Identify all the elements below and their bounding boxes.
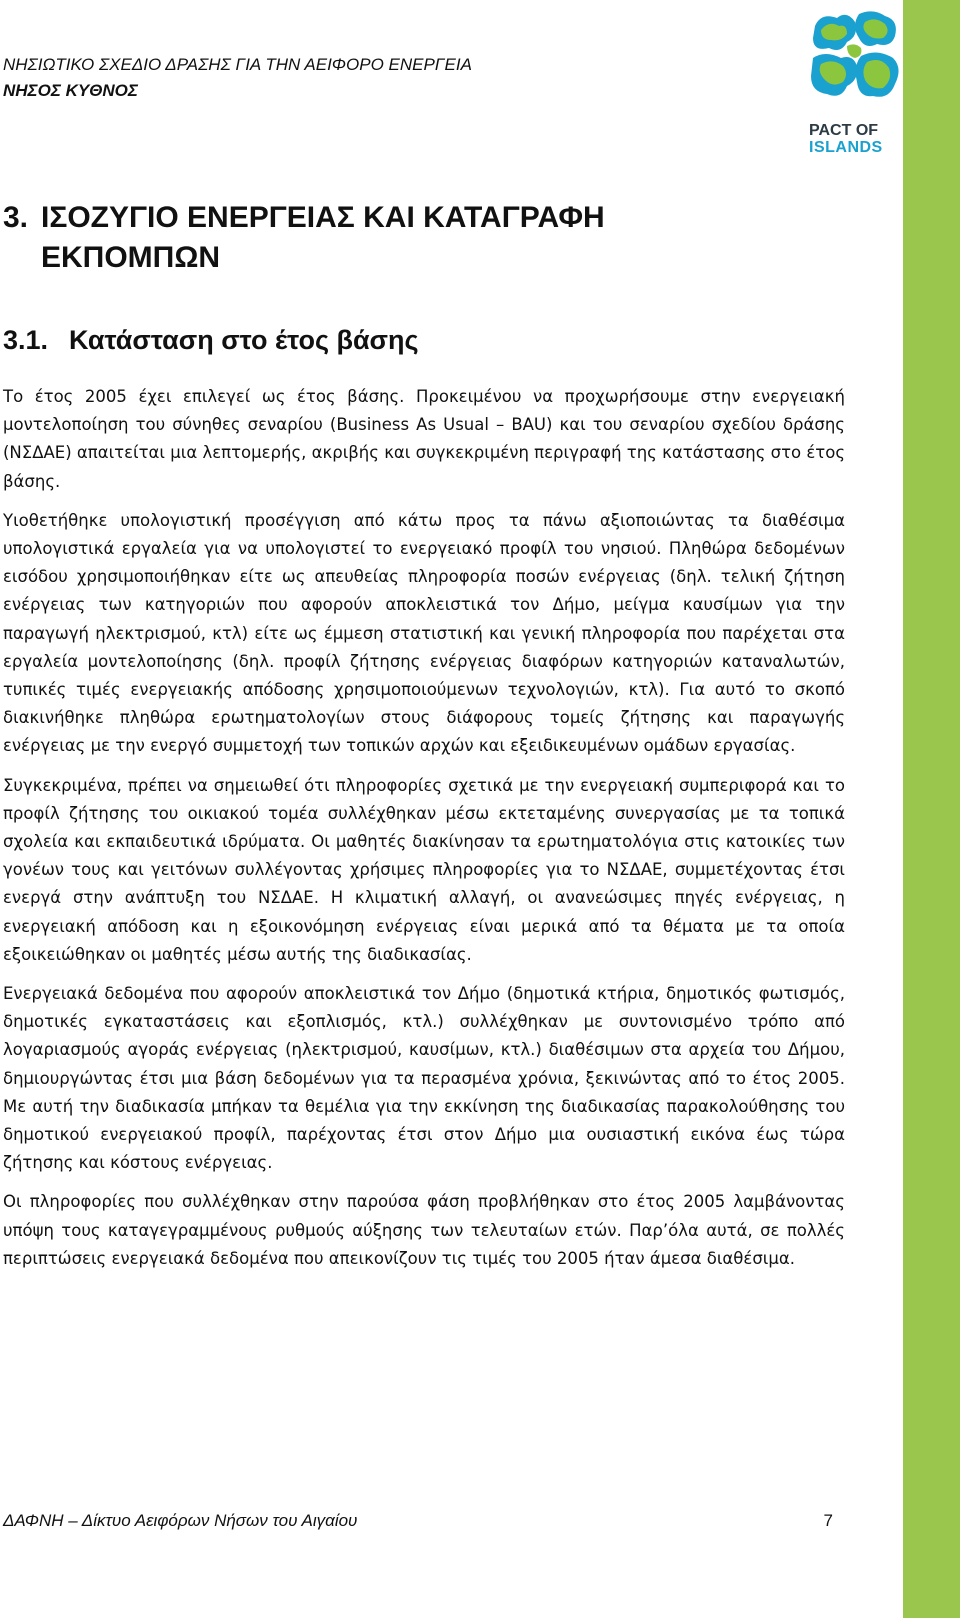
side-accent-strip [903,0,960,1618]
islands-logo-icon [807,8,903,118]
header-title: ΝΗΣΙΩΤΙΚΟ ΣΧΕΔΙΟ ΔΡΑΣΗΣ ΓΙΑ ΤΗΝ ΑΕΙΦΟΡΟ ΕΝΕΡΓΕΙΑ [3,55,472,74]
page-header [3,52,472,104]
section-heading [3,198,703,278]
logo-line2: ISLANDS [809,139,883,156]
body-text [3,383,845,1284]
section-number: 3. [3,201,29,234]
paragraph: Οι πληροφορίες που συλλέχθηκαν στην παρούσα φάση προβλήθηκαν στο έτος 2005 λαμβάνοντας υπόψη τους καταγεγραμμένους ρυθμούς αύξησης των τελευταίων ετών. Παρ’όλα αυτά, σε πολλές περιπτώσεις ενεργειακά δεδομένα που απεικονίζουν τις τιμές του 2005 ήταν άμεσα διαθέσιμα. [3,1192,845,1268]
subsection-heading [3,323,419,357]
paragraph: Ενεργειακά δεδομένα που αφορούν αποκλειστικά τον Δήμο (δημοτικά κτήρια, δημοτικός φωτισμός, δημοτικές εγκαταστάσεις και εξοπλισμός, κτλ.) συλλέχθηκαν με συντονισμένο τρόπο από λογαριασμούς αγοράς ενέργειας (ηλεκτρισμού, καυσίμων, κτλ.) διαθέσιμων στα αρχεία του Δήμου, δημιουργώντας έτσι μια βάση δεδομένων για τα περασμένα χρόνια, ξεκινώντας από το έτος 2005. Με αυτή την διαδικασία μπήκαν τα θεμέλια για την εκκίνηση της διαδικασίας παρακολούθησης του δημοτικού ενεργειακού προφίλ, παρέχοντας έτσι στον Δήμο μια ουσιαστική εικόνα έως τώρα ζήτησης και κόστους ενέργειας. [3,984,845,1173]
subsection-title: Κατάσταση στο έτος βάσης [69,325,419,355]
section-title-line1: ΙΣΟΖΥΓΙΟ ΕΝΕΡΓΕΙΑΣ ΚΑΙ ΚΑΤΑΓΡΑΦΗ [41,201,605,234]
footer-text: ΔΑΦΝΗ – Δίκτυο Αειφόρων Νήσων του Αιγαίου [3,1511,358,1530]
header-subtitle: ΝΗΣΟΣ ΚΥΘΝΟΣ [3,81,138,100]
section-title-line2: ΕΚΠΟΜΠΩΝ [41,241,221,274]
logo-line1: PACT OF [809,122,879,139]
page-number: 7 [823,1511,833,1530]
paragraph: Υιοθετήθηκε υπολογιστική προσέγγιση από κάτω προς τα πάνω αξιοποιώντας τα διαθέσιμα υπολογιστικά εργαλεία για να υπολογιστεί το ενεργειακό προφίλ του νησιού. Πληθώρα δεδομένων εισόδου χρησιμοποιήθηκαν είτε ως απευθείας πληροφορία ποσών ενέργειας (δηλ. τελική ζήτηση ενέργειας των κατηγοριών που αφορούν αποκλειστικά τον Δήμο, μείγμα καυσίμων για την παραγωγή ηλεκτρισμού, κτλ) είτε ως έμμεση στατιστική και γενική πληροφορία που παρέχεται στα εργαλεία μοντελοποίησης (δηλ. προφίλ ζήτησης ενέργειας διαφόρων κατηγοριών καταναλωτών, τυπικές τιμές ενεργειακής απόδοσης χρησιμοποιούμενων τεχνολογιών, κτλ). Για αυτό το σκοπό διακινήθηκε πληθώρα ερωτηματολογίων στους διάφορους τομείς ζήτησης και παραγωγής ενέργειας με την ενεργό συμμετοχή των τοπικών αρχών και εξειδικευμένων ομάδων εργασίας. [3,510,845,756]
logo-text [809,122,901,156]
page-footer [3,1507,833,1535]
pact-of-islands-logo [793,0,903,168]
subsection-number: 3.1. [3,325,49,355]
paragraph: Συγκεκριμένα, πρέπει να σημειωθεί ότι πληροφορίες σχετικά με την ενεργειακή συμπεριφορά και το προφίλ ζήτησης του οικιακού τομέα συλλέχθηκαν μέσω εκτεταμένης συνεργασίας με τα τοπικά σχολεία και εκπαιδευτικά ιδρύματα. Οι μαθητές διακίνησαν τα ερωτηματολόγια στις κατοικίες των γονέων τους και γειτόνων συλλέγοντας χρήσιμες πληροφορίες για το ΝΣΔΑΕ, συμμετέχοντας έτσι ενεργά στην ανάπτυξη του ΝΣΔΑΕ. Η κλιματική αλλαγή, οι ανανεώσιμες πηγές ενέργειας, η ενεργειακή απόδοση και η εξοικονόμηση ενέργειας είναι μερικά από τα θέματα με τα οποία εξοικειώθηκαν οι μαθητές μέσω αυτής της διαδικασίας. [3,775,845,964]
paragraph: Το έτος 2005 έχει επιλεγεί ως έτος βάσης. Προκειμένου να προχωρήσουμε στην ενεργειακή μοντελοποίηση του σύνηθες σεναρίου (Business As Usual – BAU) και του σεναρίου σχεδίου δράσης (ΝΣΔΑΕ) απαιτείται μια λεπτομερής, ακριβής και συγκεκριμένη περιγραφή της κατάστασης στο έτος βάσης. [3,387,845,491]
